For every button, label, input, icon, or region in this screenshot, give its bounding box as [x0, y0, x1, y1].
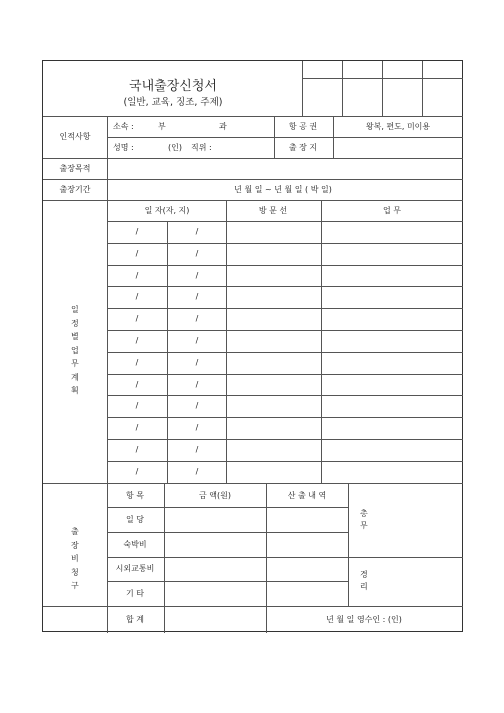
period-label: 출장기간 [59, 185, 91, 194]
page-title: 국내출장신청서 [129, 79, 217, 94]
plan-row-end-date: / [195, 423, 199, 433]
plan-row-end-date: / [195, 336, 199, 345]
section-label: 과 [219, 122, 227, 131]
plan-row-line [107, 352, 463, 353]
plan-row-end-date: / [195, 314, 199, 324]
task-column-header: 업 무 [383, 206, 401, 215]
plan-row-end-date: / [195, 292, 199, 302]
approval-box-line [422, 61, 423, 116]
route-options: 왕복, 편도, 미이용 [365, 122, 431, 131]
expense-item-other: 기 타 [126, 589, 144, 598]
visit-column-header: 방 문 선 [258, 206, 288, 215]
plan-row-line [107, 417, 463, 418]
plan-row-line [107, 286, 463, 287]
item-column-header: 항 목 [126, 491, 144, 500]
plan-row-start-date: / [135, 401, 139, 411]
approval-box-line [342, 61, 343, 116]
plan-row-start-date: / [135, 379, 139, 389]
plan-row-start-date: / [135, 445, 139, 454]
travel-request-form [42, 60, 463, 632]
plan-row-line [107, 243, 463, 244]
plan-row-end-date: / [195, 227, 199, 236]
receipt-line: 년 월 일 영수인 : (인) [326, 615, 402, 624]
plan-row-line [107, 221, 463, 222]
department-label: 부 [158, 122, 166, 131]
period-text: 년 월 일 ~ 년 월 일 ( 박 일) [234, 185, 332, 194]
plan-row-line [107, 461, 463, 462]
plan-row-start-date: / [135, 357, 139, 367]
personal-info-label: 인적사항 [59, 132, 91, 141]
plan-row-start-date: / [135, 423, 139, 433]
purpose-label: 출장목적 [59, 164, 91, 173]
seal-mark: (인) [168, 143, 182, 152]
expense-item-lodging: 숙박비 [123, 540, 147, 549]
expense-section-label: 출 장 비 청 구 [71, 527, 79, 590]
plan-row-line [107, 374, 463, 375]
plan-row-line [107, 308, 463, 309]
plan-row-end-date: / [195, 248, 199, 258]
approval-box-line [382, 61, 383, 116]
plan-row-start-date: / [135, 314, 139, 324]
route-label: 항 공 권 [288, 122, 318, 131]
affiliation-label: 소속 : [113, 122, 134, 131]
plan-row-end-date: / [195, 466, 199, 476]
calculation-column-header: 산 출 내 역 [287, 491, 327, 500]
page-subtitle: (일반, 교육, 징조, 주제) [123, 97, 223, 108]
date-column-header: 일 자(자, 지) [144, 206, 190, 215]
plan-row-end-date: / [195, 357, 199, 367]
expense-item-daily: 일 당 [126, 515, 144, 524]
plan-row-line [107, 439, 463, 440]
total-label: 합 계 [126, 615, 144, 624]
plan-row-start-date: / [135, 336, 139, 345]
header-divider [302, 61, 303, 116]
position-label: 직위 : [191, 143, 212, 152]
plan-row-start-date: / [135, 292, 139, 302]
plan-row-start-date: / [135, 227, 139, 236]
plan-row-end-date: / [195, 445, 199, 454]
destination-label: 출 장 지 [288, 143, 318, 152]
plan-row-line [107, 330, 463, 331]
name-label: 성명 : [113, 143, 134, 152]
plan-row-end-date: / [195, 379, 199, 389]
plan-row-line [107, 265, 463, 266]
plan-row-start-date: / [135, 466, 139, 476]
plan-section-label: 일 정 별 업 무 계 획 [71, 305, 79, 395]
plan-row-end-date: / [195, 401, 199, 411]
accounting-label: 경 리 [360, 570, 368, 591]
plan-row-start-date: / [135, 270, 139, 280]
general-affairs-label: 총 무 [360, 509, 368, 530]
expense-item-transport: 시외교통비 [115, 564, 155, 573]
amount-column-header: 금 액(원) [199, 491, 231, 500]
plan-row-line [107, 395, 463, 396]
plan-row-start-date: / [135, 248, 139, 258]
plan-row-end-date: / [195, 270, 199, 280]
